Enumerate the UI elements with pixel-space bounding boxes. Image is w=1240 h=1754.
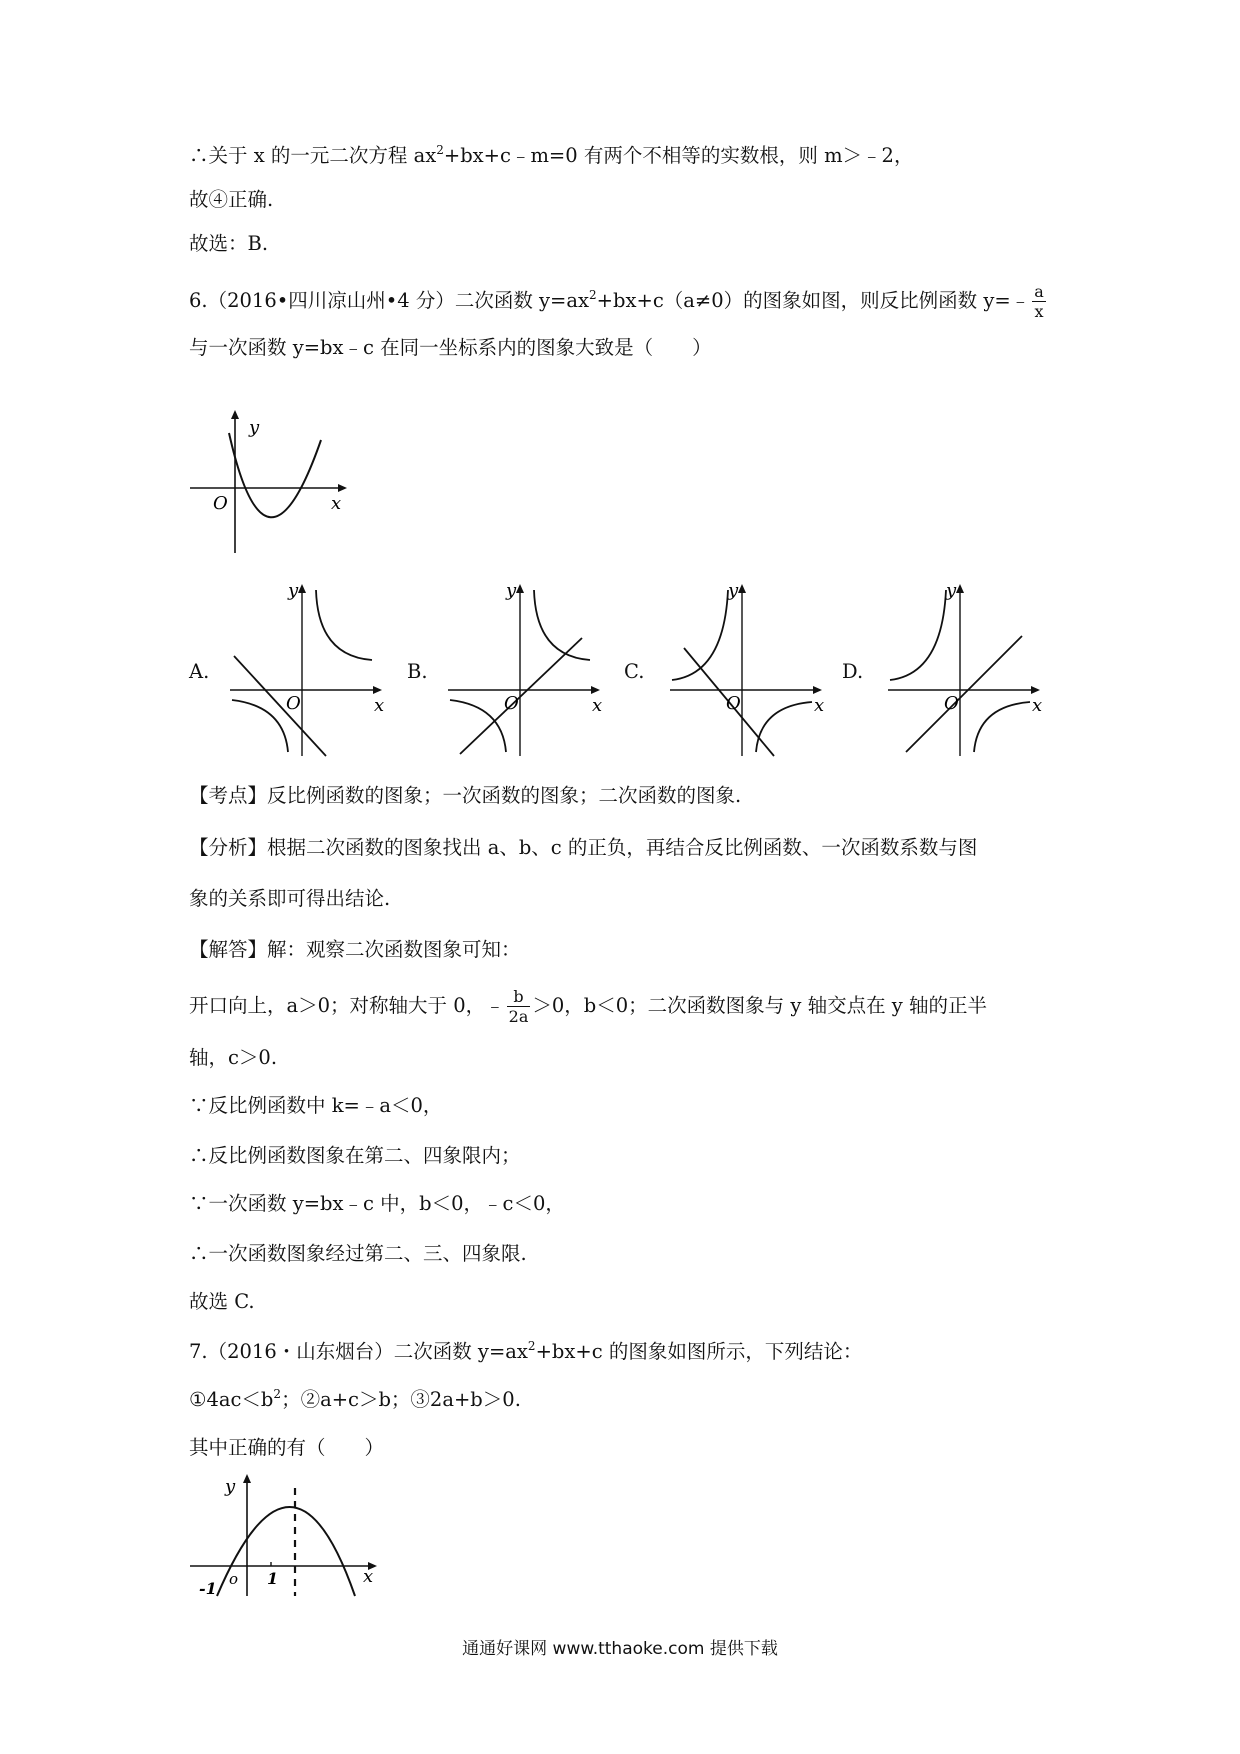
q6-solution-line-6: ∴一次函数图象经过第二、三、四象限. — [189, 1242, 527, 1265]
q7-conditions: $①4ac<b^2$；②a+c＞b；③2a+b＞0. — [189, 1387, 521, 1411]
q7-fig-y-label: y — [225, 1476, 236, 1497]
q6-option-d-graph — [880, 578, 1050, 758]
q6-option-a-label: A. — [189, 660, 210, 683]
q6-option-c-graph — [662, 578, 832, 758]
q6-option-c-y-label: y — [728, 580, 739, 601]
q6-option-d-y-label: y — [946, 580, 957, 601]
q6-stem-line-1: 6.（2016•四川凉山州•4 分）二次函数 $y=ax^2+bx+c(a\ne 0)$的图象如图，则反比例函数 y=﹣ $\frac{a}{x}$ — [189, 282, 1044, 321]
q7-fig-x-label: x — [363, 1566, 374, 1587]
q6-option-c-x-label: x — [814, 695, 825, 716]
q6-option-d-x-label: x — [1032, 695, 1043, 716]
page-footer: 通通好课网 www.tthaoke.com 提供下载 — [462, 1639, 778, 1659]
q6-kaodian: 【考点】反比例函数的图象；一次函数的图象；二次函数的图象. — [189, 784, 742, 807]
q6-solution-line-4: ∴反比例函数图象在第二、四象限内； — [189, 1144, 521, 1167]
q6-solution-fraction: $\frac{b}{2a}$ — [508, 987, 529, 1026]
q6-option-a-graph — [222, 578, 392, 758]
q6-option-a-y-label: y — [288, 580, 299, 601]
q7-fig-o-label: o — [229, 1570, 239, 1588]
q6-stem-fraction: $\frac{a}{x}$ — [1034, 282, 1044, 321]
q6-option-b-o-label: O — [504, 693, 519, 714]
q6-fig-o-label: O — [213, 493, 228, 514]
q7-parabola-figure — [185, 1470, 385, 1600]
q6-solution-line-1: 开口向上，a＞0；对称轴大于 0，﹣ $\frac{b}{2a}$ ＞0，b＜0；二次函数图象与 y 轴交点在 y 轴的正半 — [189, 987, 987, 1026]
q7-fig-neg1-label: -1 — [199, 1579, 217, 1598]
q6-solution-line-5: ∵一次函数 y=bx﹣c 中，b＜0，﹣c＜0， — [189, 1192, 565, 1215]
q6-option-c-label: C. — [624, 660, 645, 683]
q6-solution-line-2: 轴，c＞0. — [189, 1046, 278, 1069]
q6-option-b-label: B. — [407, 660, 428, 683]
q6-fig-x-label: x — [331, 493, 342, 514]
q6-fenxi-line-1: 【分析】根据二次函数的图象找出 a、b、c 的正负，再结合反比例函数、一次函数系数与图 — [189, 836, 978, 859]
q6-option-a-o-label: O — [286, 693, 301, 714]
q6-option-b-y-label: y — [506, 580, 517, 601]
q7-stem: 7.（2016・山东烟台）二次函数 $y=ax^2+bx+c$ 的图象如图所示，下列结论： — [189, 1339, 863, 1363]
q6-solution-line-3: ∵反比例函数中 k=﹣a＜0， — [189, 1094, 443, 1117]
q6-option-b-x-label: x — [592, 695, 603, 716]
q6-jieda: 【解答】解：观察二次函数图象可知： — [189, 938, 521, 961]
q6-fenxi-line-2: 象的关系即可得出结论. — [189, 887, 391, 910]
q6-option-d-label: D. — [842, 660, 864, 683]
prev-solution-answer: 故选：B. — [189, 232, 269, 255]
prev-solution-line-2: 故④正确. — [189, 188, 274, 211]
q7-question: 其中正确的有（ ） — [189, 1436, 385, 1459]
prev-solution-line-1: ∴关于 x 的一元二次方程 $ax^2+bx+c﹣m=0$ 有两个不相等的实数根，则 m＞﹣2， — [189, 143, 914, 167]
q6-parabola-figure — [185, 408, 355, 563]
q6-fig-y-label: y — [249, 417, 260, 438]
q6-answer: 故选 C. — [189, 1290, 255, 1313]
q6-stem-line-2: 与一次函数 y=bx﹣c 在同一坐标系内的图象大致是（ ） — [189, 336, 712, 359]
q7-fig-1-label: 1 — [267, 1569, 279, 1588]
q6-option-a-x-label: x — [374, 695, 385, 716]
q6-option-c-o-label: O — [726, 693, 741, 714]
q6-option-b-graph — [440, 578, 610, 758]
q6-option-d-o-label: O — [944, 693, 959, 714]
